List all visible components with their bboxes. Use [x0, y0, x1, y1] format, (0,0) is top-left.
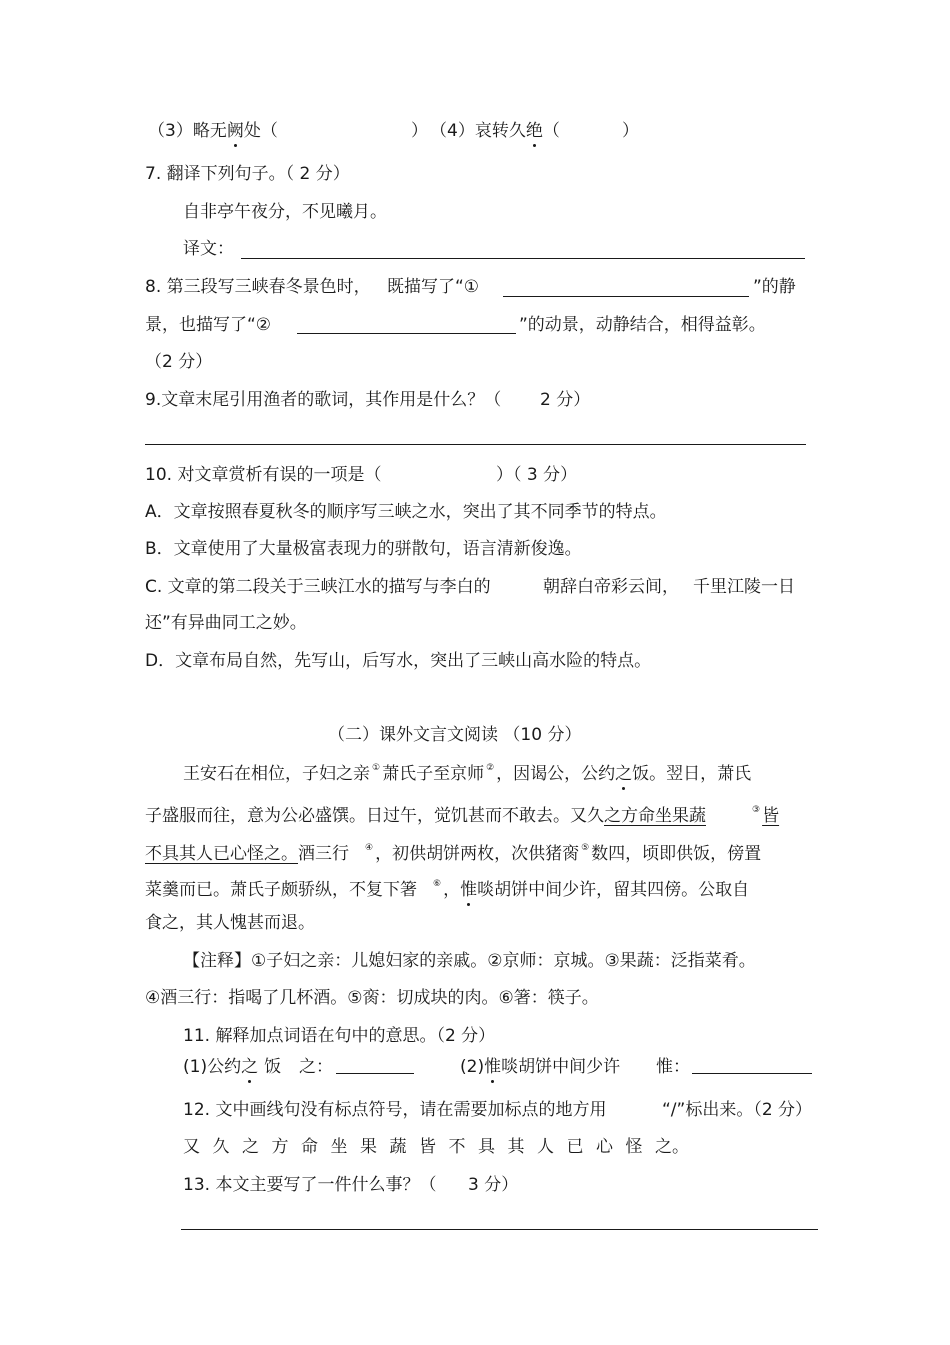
footnote-mark: ②: [486, 763, 495, 773]
q7-answer-line[interactable]: [241, 258, 805, 259]
q10-stem: 10. 对文章赏析有误的一项是（: [145, 465, 382, 485]
q13-stem: 13. 本文主要写了一件什么事？（: [183, 1175, 437, 1195]
q10-option-b: B．文章使用了大量极富表现力的骈散句，语言清新俊逸。: [145, 539, 582, 559]
q10-close: ）（ 3 分）: [496, 465, 578, 485]
dotted-char: 之: [615, 764, 633, 784]
footnote-mark: ⑥: [433, 879, 442, 889]
q10-option-d: D．文章布局自然，先写山，后写水，突出了三峡山高水险的特点。: [145, 651, 652, 671]
underlined-sentence: 之方命坐果蔬: [604, 806, 706, 826]
q12-char: 又: [183, 1137, 200, 1157]
q12-char: 坐: [330, 1137, 348, 1157]
q10-option-a: A．文章按照春夏秋冬的顺序写三峡之水，突出了其不同季节的特点。: [145, 502, 667, 522]
q9-answer-line[interactable]: [145, 444, 806, 445]
dotted-char: 惟: [484, 1057, 502, 1077]
q12-char: 果: [360, 1137, 377, 1157]
q12-stem: 12. 文中画线句没有标点符号，请在需要加标点的地方用: [183, 1100, 607, 1120]
q10-option-c-quote2: 千里江陵一日: [693, 577, 795, 597]
q12-char: 人: [537, 1137, 554, 1157]
q8-line1-c: ”的静: [753, 277, 796, 297]
notes-line1: 【注释】①子妇之亲：儿媳妇家的亲戚。②京师：京城。③果蔬：泛指菜肴。: [183, 951, 756, 971]
q7-stem: 7. 翻译下列句子。（ 2 分）: [145, 164, 350, 184]
q12-char: 怪: [625, 1137, 643, 1157]
q8-blank-2[interactable]: [297, 333, 516, 334]
q11-a: (1)公约之 饭: [183, 1057, 282, 1077]
q12-char: 命: [301, 1137, 318, 1157]
notes-line2: ④酒三行：指喝了几杯酒。⑤脔：切成块的肉。⑥箸：筷子。: [145, 988, 599, 1008]
dotted-char: 绝: [525, 121, 543, 141]
q12-char: 心: [596, 1137, 613, 1157]
q11-b: (2)惟啖胡饼中间少许: [460, 1057, 621, 1077]
q12-char: 蔬: [389, 1137, 407, 1157]
dotted-char: 惟: [460, 880, 478, 900]
q7-answer-label: 译文：: [183, 239, 234, 259]
section2-heading: （二）课外文言文阅读 （10 分）: [328, 725, 582, 745]
q10-option-c-cont: 还”有异曲同工之妙。: [145, 613, 307, 633]
footnote-mark: ⑤: [581, 843, 590, 853]
q8-line2-b: ”的动景，动静结合，相得益彰。: [519, 315, 766, 335]
dotted-char: 阙: [226, 121, 244, 141]
dotted-char: 之: [241, 1057, 259, 1077]
q8-line1-b: 既描写了“①: [387, 277, 480, 297]
passage-line1: 王安石在相位，子妇之亲 ① 萧氏子至京师 ② ，因谒公，公约之饭。翌日，萧氏: [183, 763, 752, 784]
q12-sentence: [183, 1136, 702, 1158]
q7-sentence: 自非亭午夜分，不见曦月。: [183, 202, 387, 222]
q8-line2-a: 景，也描写了“②: [145, 315, 272, 335]
q6-item3-close: ）: [411, 121, 428, 141]
footnote-mark: ③: [752, 805, 761, 815]
q8-blank-1[interactable]: [503, 296, 749, 297]
q11-a-blank[interactable]: [336, 1073, 414, 1074]
q6-item4: （4）哀转久绝（: [430, 121, 560, 141]
q10-option-c: C. 文章的第二段关于三峡江水的描写与李白的: [145, 577, 491, 597]
footnote-mark: ④: [365, 843, 374, 853]
q8-score: （2 分）: [145, 352, 213, 372]
q11-b-label: 惟：: [656, 1057, 690, 1077]
passage-line3: 不具其人已心怪之。酒三行 ④ ，初供胡饼两枚，次供猪脔 ⑤ 数四，顷即供饭，傍置: [145, 843, 762, 864]
footnote-mark: ①: [372, 763, 381, 773]
q9-stem: 9.文章末尾引用渔者的歌词，其作用是什么？（: [145, 390, 502, 410]
passage-line4: 菜羹而已。萧氏子颇骄纵，不复下箸 ⑥ ，惟啖胡饼中间少许，留其四傍。公取自: [145, 879, 750, 900]
q12-char: 方: [271, 1137, 289, 1157]
q11-a-label: 之：: [299, 1057, 333, 1077]
q8-line1-a: 8. 第三段写三峡春冬景色时，: [145, 277, 371, 297]
q12-char: 不: [448, 1137, 466, 1157]
q9-score: 2 分）: [540, 390, 591, 410]
q12-char: 之。: [655, 1137, 689, 1157]
q13-score: 3 分）: [468, 1175, 519, 1195]
q11-b-blank[interactable]: [692, 1073, 812, 1074]
passage-line5: 食之，其人愧甚而退。: [145, 913, 315, 933]
q12-char: 久: [212, 1137, 230, 1157]
q13-answer-line[interactable]: [181, 1229, 818, 1230]
passage-line2: 子盛服而往，意为公必盛馔。日过午，觉饥甚而不敢去。又久之方命坐果蔬 ③ 皆: [145, 805, 780, 826]
underlined-sentence: 不具其人已心怪之。: [145, 844, 298, 864]
q6-items: （3）略无阙处（: [148, 121, 278, 141]
q12-stem-b: “/”标出来。（2 分）: [662, 1100, 813, 1120]
q12-char: 皆: [419, 1137, 436, 1157]
q12-char: 其: [507, 1137, 525, 1157]
q12-char: 之: [242, 1137, 259, 1157]
q10-option-c-quote: 朝辞白帝彩云间，: [543, 577, 679, 597]
q11-stem: 11. 解释加点词语在句中的意思。（2 分）: [183, 1026, 496, 1046]
q12-char: 具: [478, 1137, 495, 1157]
q6-item4-close: ）: [622, 121, 639, 141]
q12-char: 已: [566, 1137, 584, 1157]
